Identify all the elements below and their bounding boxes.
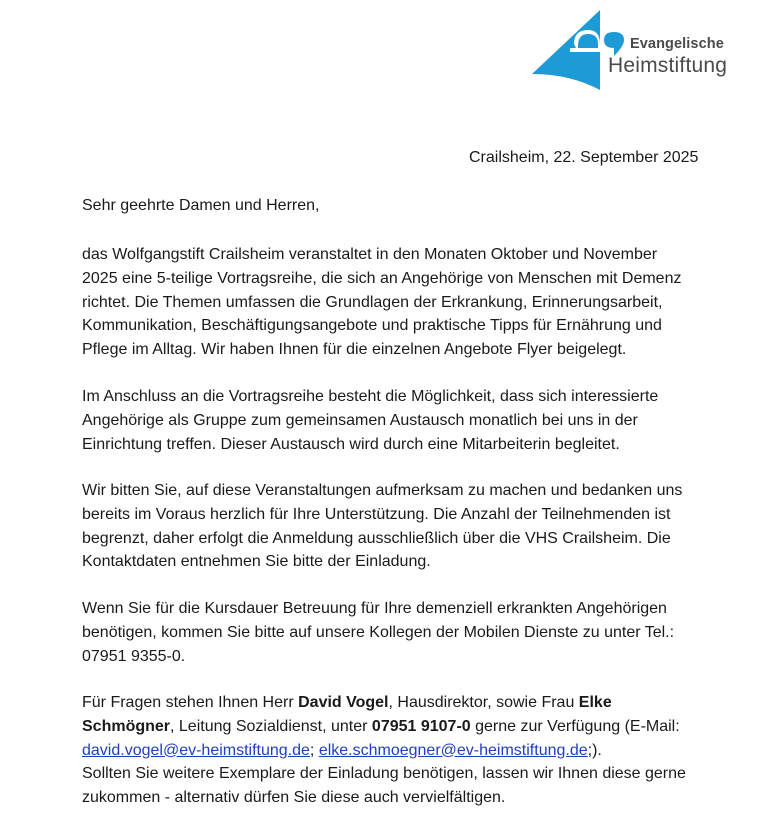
text-line: Sollten Sie weitere Exemplare der Einladung benötigen, lassen wir Ihnen diese gerne [82, 765, 686, 783]
text-line: Wir bitten Sie, auf diese Veranstaltungen aufmerksam zu machen und bedanken uns [82, 482, 683, 499]
paragraph-contacts [82, 691, 742, 810]
text-line: bereits im Voraus herzlich für Ihre Unterstützung. Die Anzahl der Teilnehmenden ist [82, 505, 671, 523]
text-line: david.vogel@ev-heimstiftung.de; elke.schmoegner@ev-heimstiftung.de;). [82, 741, 602, 759]
contact-name-elke: Elke [578, 694, 612, 711]
logo-text-evangelische: Evangelische [630, 36, 724, 52]
text-line: Für Fragen stehen Ihnen Herr David Vogel, Hausdirektor, sowie Frau Elke [82, 694, 612, 711]
text-line: Kommunikation, Beschäftigungsangebote und praktische Tipps für Ernährung und [82, 317, 662, 335]
logo [530, 8, 735, 92]
text-line: Im Anschluss an die Vortragsreihe besteht die Möglichkeit, dass sich interessierte [82, 388, 659, 405]
text-line: Wenn Sie für die Kursdauer Betreuung für Ihre demenziell erkrankten Angehörigen [82, 600, 667, 617]
paragraph-care-service [82, 597, 742, 668]
email-link-david-vogel[interactable]: david.vogel@ev-heimstiftung.de [82, 741, 310, 759]
letter-date: Crailsheim, 22. September 2025 [469, 149, 699, 166]
text-line: benötigen, kommen Sie bitte auf unsere Kollegen der Mobilen Dienste zu unter Tel.: [82, 623, 675, 641]
text-line: Pflege im Alltag. Wir haben Ihnen für die einzelnen Angebote Flyer beigelegt. [82, 341, 627, 359]
text-line: richtet. Die Themen umfassen die Grundlagen der Erkrankung, Erinnerungsarbeit, [82, 293, 663, 311]
text-line: Angehörige als Gruppe zum gemeinsamen Austausch monatlich bei uns in der [82, 411, 638, 429]
contact-name-david-vogel: David Vogel [298, 694, 389, 711]
text-line: Kontaktdaten entnehmen Sie bitte der Einladung. [82, 553, 431, 571]
paragraph-intro [82, 243, 742, 362]
text-line: 2025 eine 5-teilige Vortragsreihe, die sich an Angehörige von Menschen mit Demenz [82, 269, 682, 287]
email-link-elke-schmoegner[interactable]: elke.schmoegner@ev-heimstiftung.de [318, 741, 588, 759]
contact-phone: 07951 9107-0 [371, 717, 471, 735]
text-line: Schmögner, Leitung Sozialdienst, unter 07951 9107-0 gerne zur Verfügung (E-Mail: [82, 717, 680, 735]
paragraph-registration [82, 479, 742, 574]
logo-mark-icon [530, 8, 630, 92]
text-line: 07951 9355-0. [82, 647, 186, 665]
text-line: begrenzt, daher erfolgt die Anmeldung ausschließlich über die VHS Crailsheim. Die [82, 529, 671, 547]
text-line: zukommen - alternativ dürfen Sie diese auch vervielfältigen. [82, 789, 506, 807]
salutation: Sehr geehrte Damen und Herren, [82, 197, 320, 214]
paragraph-exchange-group [82, 385, 742, 456]
text-line: Einrichtung treffen. Dieser Austausch wird durch eine Mitarbeiterin begleitet. [82, 435, 620, 453]
contact-name-schmoegner: Schmögner [82, 717, 171, 735]
logo-text-heimstiftung: Heimstiftung [608, 54, 728, 77]
text-line: das Wolfgangstift Crailsheim veranstaltet in den Monaten Oktober und November [82, 246, 658, 263]
